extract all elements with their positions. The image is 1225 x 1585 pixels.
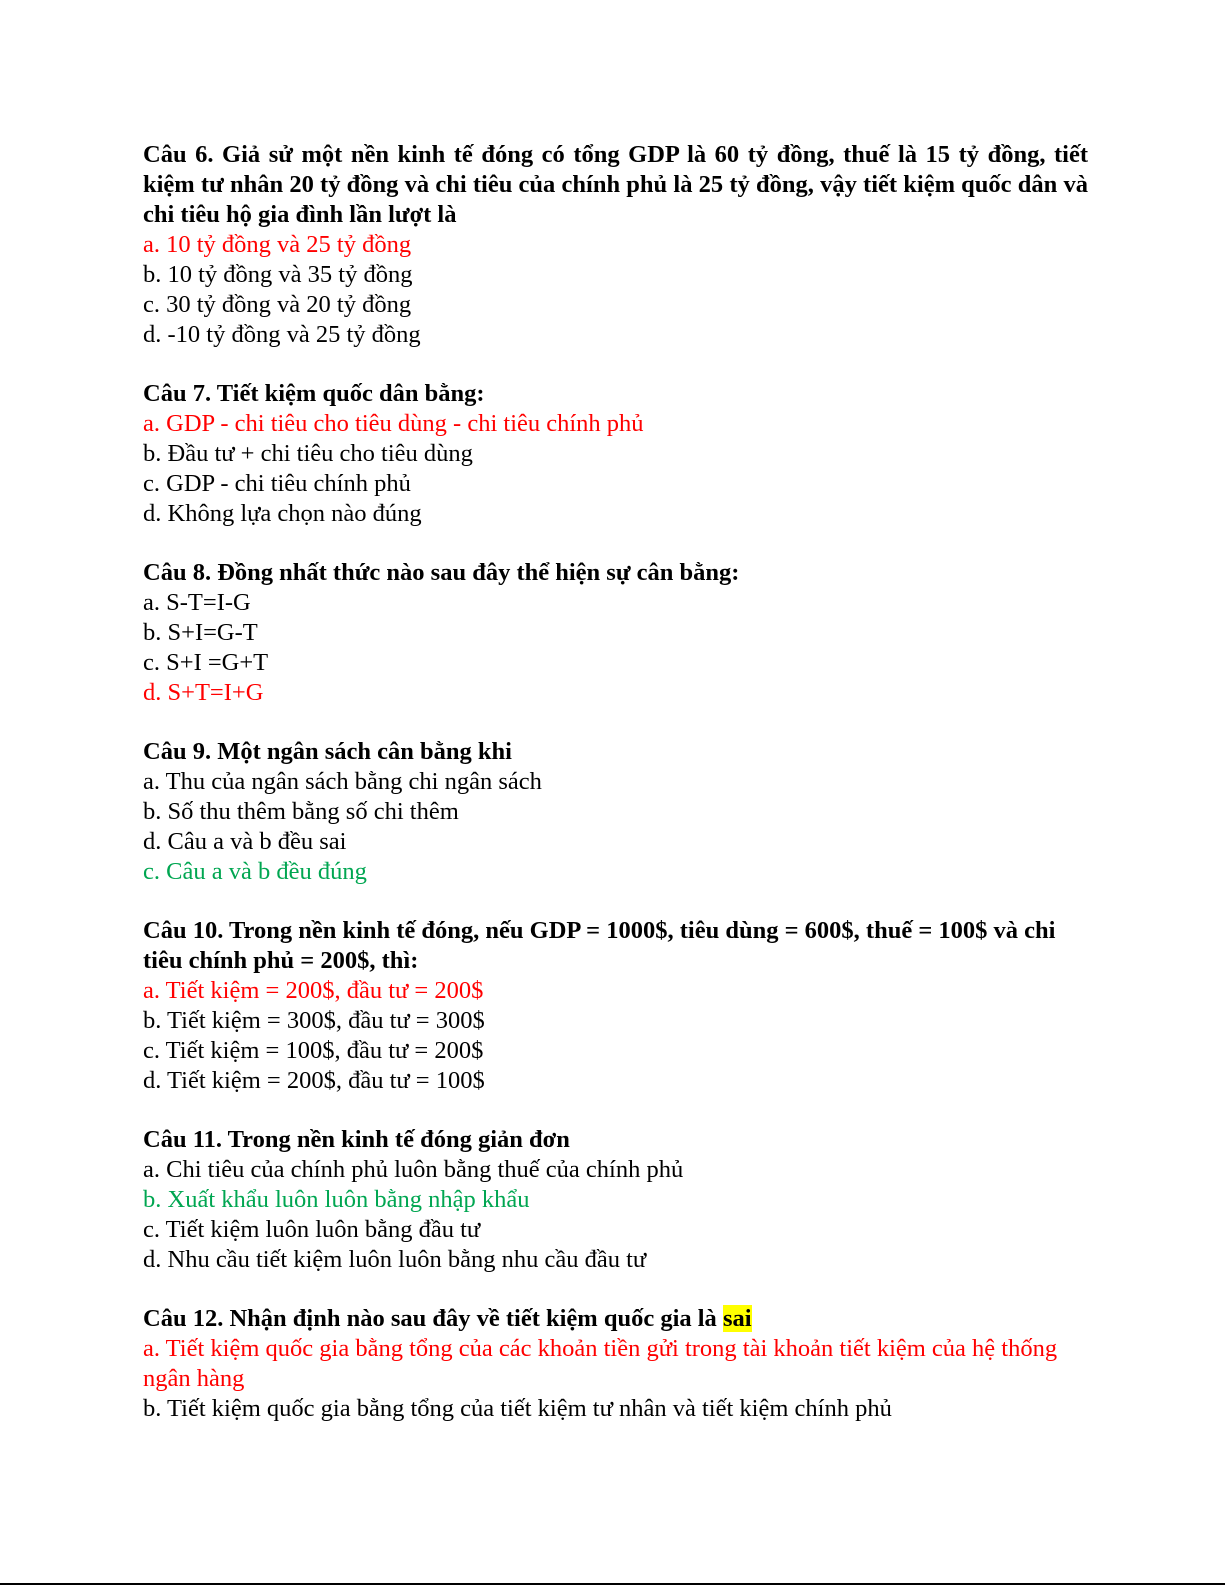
spacer [143,887,1088,916]
spacer [143,529,1088,558]
answer-option: a. S-T=I-G [143,589,251,616]
question-6 [143,140,1088,350]
answer-option: c. Tiết kiệm = 100$, đầu tư = 200$ [143,1037,484,1064]
answer-option: d. Câu a và b đều sai [143,828,347,855]
question-stem: Câu 7. Tiết kiệm quốc dân bằng: [143,380,485,407]
spacer [143,1275,1088,1304]
highlighted-word: sai [722,1305,752,1332]
answer-option: b. 10 tỷ đồng và 35 tỷ đồng [143,261,413,288]
answer-option: a. GDP - chi tiêu cho tiêu dùng - chi tiêu chính phủ [143,410,644,437]
spacer [143,1096,1088,1125]
answer-option: b. Tiết kiệm = 300$, đầu tư = 300$ [143,1007,485,1034]
question-stem: Câu 8. Đồng nhất thức nào sau đây thể hiện sự cân bằng: [143,559,740,586]
answer-option: a. 10 tỷ đồng và 25 tỷ đồng [143,231,412,258]
answer-option: d. S+T=I+G [143,679,264,706]
answer-option: d. Tiết kiệm = 200$, đầu tư = 100$ [143,1067,485,1094]
spacer [143,350,1088,379]
answer-option: d. -10 tỷ đồng và 25 tỷ đồng [143,321,421,348]
answer-option: b. Số thu thêm bằng số chi thêm [143,798,459,825]
answer-option: c. S+I =G+T [143,649,269,676]
question-stem-text: Câu 12. Nhận định nào sau đây về tiết kiệm quốc gia là [143,1305,723,1332]
answer-option: d. Nhu cầu tiết kiệm luôn luôn bằng nhu cầu đầu tư [143,1246,647,1273]
answer-option: b. S+I=G-T [143,619,258,646]
question-11 [143,1125,1088,1275]
answer-option: a. Chi tiêu của chính phủ luôn bằng thuế của chính phủ [143,1156,684,1183]
question-stem: Câu 11. Trong nền kinh tế đóng giản đơn [143,1126,570,1153]
question-10 [143,916,1088,1096]
answer-option: c. Tiết kiệm luôn luôn bằng đầu tư [143,1216,481,1243]
question-9 [143,737,1088,887]
question-stem: Câu 10. Trong nền kinh tế đóng, nếu GDP = 1000$, tiêu dùng = 600$, thuế = 100$ và chi tiêu chính phủ = 200$, thì: [143,917,1056,974]
question-8 [143,558,1088,708]
answer-option: b. Xuất khẩu luôn luôn bằng nhập khẩu [143,1186,530,1213]
question-stem: Câu 9. Một ngân sách cân bằng khi [143,738,512,765]
answer-option: c. Câu a và b đều đúng [143,858,367,885]
answer-option: d. Không lựa chọn nào đúng [143,500,422,527]
answer-option: a. Thu của ngân sách bằng chi ngân sách [143,768,542,795]
answer-option: c. 30 tỷ đồng và 20 tỷ đồng [143,291,412,318]
answer-option: b. Đầu tư + chi tiêu cho tiêu dùng [143,440,473,467]
document-page [143,140,1088,1424]
answer-option: b. Tiết kiệm quốc gia bằng tổng của tiết kiệm tư nhân và tiết kiệm chính phủ [143,1395,892,1422]
answer-option: c. GDP - chi tiêu chính phủ [143,470,411,497]
question-stem: Câu 6. Giả sử một nền kinh tế đóng có tổng GDP là 60 tỷ đồng, thuế là 15 tỷ đồng, tiết kiệm tư nhân 20 tỷ đồng và chi tiêu của chính phủ là 25 tỷ đồng, vậy tiết kiệm quốc dân và chi tiêu hộ gia đình lần lượt là [143,141,1088,228]
answer-option: a. Tiết kiệm = 200$, đầu tư = 200$ [143,977,484,1004]
question-stem [143,1304,1088,1334]
question-12 [143,1304,1088,1424]
answer-option: a. Tiết kiệm quốc gia bằng tổng của các khoản tiền gửi trong tài khoản tiết kiệm của hệ thống ngân hàng [143,1335,1058,1392]
question-7 [143,379,1088,529]
spacer [143,708,1088,737]
